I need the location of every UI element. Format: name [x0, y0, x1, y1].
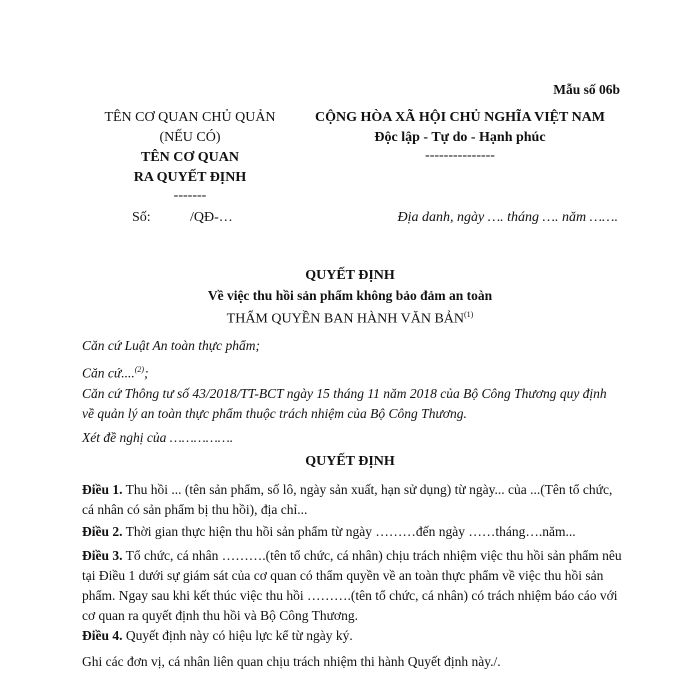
article-4-label: Điều 4.: [82, 628, 123, 643]
proposal-line: Xét đề nghị của …………….: [82, 430, 234, 445]
article-4-text: Quyết định này có hiệu lực kể từ ngày ký.: [122, 628, 353, 643]
issuing-authority: [0, 310, 700, 328]
legal-basis-2-end: ;: [144, 365, 149, 381]
document-subject: Về việc thu hồi sản phẩm không bảo đảm an toàn: [207, 288, 493, 303]
place-date: Địa danh, ngày …. tháng …. năm …….: [397, 210, 618, 225]
legal-basis-1: Căn cứ Luật An toàn thực phẩm;: [82, 338, 260, 353]
agency-name: TÊN CƠ QUAN: [140, 150, 239, 165]
national-header: [300, 108, 620, 164]
article-3-label: Điều 3.: [82, 548, 123, 563]
document-number-label: Số:: [132, 210, 151, 225]
footnote-marker-1: (1): [464, 310, 474, 319]
article-4: [82, 626, 622, 646]
article-1-label: Điều 1.: [82, 482, 123, 497]
left-divider: -------: [173, 188, 207, 203]
legal-basis-2-text: Căn cứ....: [82, 365, 135, 381]
right-divider: ---------------: [425, 148, 495, 163]
parent-agency-note: (NẾU CÓ): [159, 130, 221, 145]
article-1: [82, 480, 622, 520]
issuing-authority-text: THẨM QUYỀN BAN HÀNH VĂN BẢN: [226, 311, 465, 327]
document-number-suffix: /QĐ-…: [190, 210, 233, 225]
footnote-marker-2: (2): [134, 365, 145, 374]
issuing-agency-header: [90, 108, 290, 204]
document-title: QUYẾT ĐỊNH: [305, 268, 395, 283]
article-3: [82, 546, 622, 626]
article-1-text: Thu hồi ... (tên sản phẩm, số lô, ngày sản xuất, hạn sử dụng) từ ngày... của ...(Tên tổ chức, cá nhân có sản phẩm bị thu hồi), địa chỉ...: [82, 482, 613, 517]
closing-line: Ghi các đơn vị, cá nhân liên quan chịu trách nhiệm thi hành Quyết định này./.: [82, 654, 501, 669]
legal-basis-3: Căn cứ Thông tư số 43/2018/TT-BCT ngày 15 tháng 11 năm 2018 của Bộ Công Thương quy định về quản lý an toàn thực phẩm thuộc trách nhiệm của Bộ Công Thương.: [82, 386, 607, 421]
article-3-text: Tổ chức, cá nhân ……….(tên tổ chức, cá nhân) chịu trách nhiệm việc thu hồi sản phẩm nêu tại Điều 1 dưới sự giám sát của cơ quan có thẩm quyền về an toàn thực phẩm về việc thu hồi sản phẩm. Ngay sau khi kết thúc việc thu hồi ……….(tên tổ chức, cá nhân) có trách nhiệm báo cáo với cơ quan ra quyết định thu hồi và Bộ Công Thương.: [82, 548, 622, 623]
country-name: CỘNG HÒA XÃ HỘI CHỦ NGHĨA VIỆT NAM: [314, 110, 605, 125]
agency-role: RA QUYẾT ĐỊNH: [133, 170, 247, 185]
article-2: [82, 522, 622, 542]
article-2-text: Thời gian thực hiện thu hồi sản phẩm từ ngày ………đến ngày ……tháng….năm...: [122, 524, 576, 539]
form-number: Mẫu số 06b: [553, 82, 620, 97]
national-motto: Độc lập - Tự do - Hạnh phúc: [374, 130, 546, 145]
decision-heading: QUYẾT ĐỊNH: [305, 454, 395, 469]
legal-basis-2: [82, 360, 622, 384]
article-2-label: Điều 2.: [82, 524, 123, 539]
parent-agency-name: TÊN CƠ QUAN CHỦ QUẢN: [104, 110, 276, 125]
